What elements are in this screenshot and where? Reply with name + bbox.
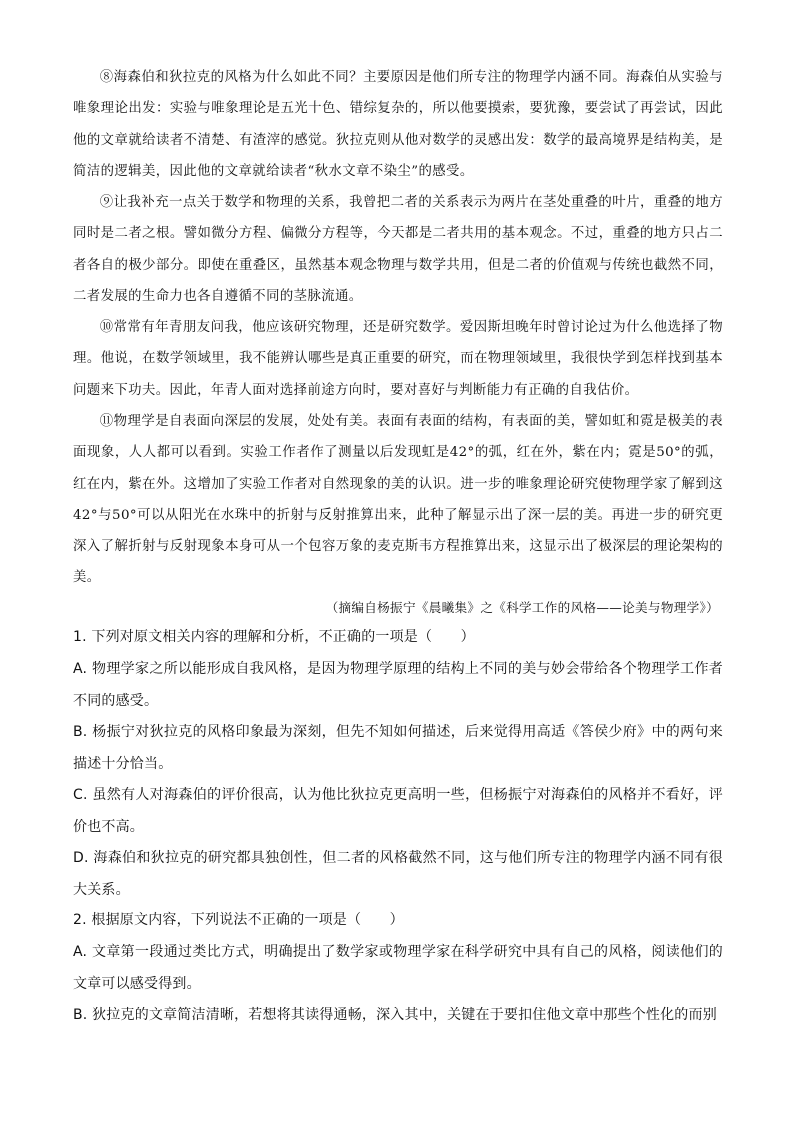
question-1-stem: 1. 下列对原文相关内容的理解和分析，不正确的一项是（ ）: [73, 629, 475, 645]
paragraph-11: ⑪物理学是自表面向深层的发展，处处有美。表面有表面的结构，有表面的美，譬如虹和霓是极美的表面现象，人人都可以看到。实验工作者作了测量以后发现虹是42°的弧，红在外，紫在内；霓是50°的弧，红在内，紫在外。这增加了实验工作者对自然现象的美的认识。进一步的唯象理论研究使物理学家了解到这42°与50°可以从阳光在水珠中的折射与反射推算出来，此种了解显示出了深一层的美。再进一步的研究更深入了解折射与反射现象本身可从一个包容万象的麦克斯韦方程推算出来，这显示出了极深层的理论架构的美。: [73, 414, 723, 586]
question-2-option-b: B. 狄拉克的文章简洁清晰，若想将其读得通畅，深入其中，关键在于要扣住他文章中那些个性化的而别: [73, 1007, 717, 1023]
paragraph-9: ⑨让我补充一点关于数学和物理的关系，我曾把二者的关系表示为两片在茎处重叠的叶片，重叠的地方同时是二者之根。譬如微分方程、偏微分方程等，今天都是二者共用的基本观念。不过，重叠的地方只占二者各自的极少部分。即使在重叠区，虽然基本观念物理与数学共用，但是二者的价值观与传统也截然不同，二者发展的生命力也各自遵循不同的茎脉流通。: [73, 195, 723, 304]
paragraph-8: ⑧海森伯和狄拉克的风格为什么如此不同？主要原因是他们所专注的物理学内涵不同。海森伯从实验与唯象理论出发：实验与唯象理论是五光十色、错综复杂的，所以他要摸索，要犹豫，要尝试了再尝试，因此他的文章就给读者不清楚、有渣滓的感觉。狄拉克则从他对数学的灵感出发：数学的最高境界是结构美，是简洁的逻辑美，因此他的文章就给读者“秋水文章不染尘”的感受。: [73, 70, 723, 179]
question-1-option-b: B. 杨振宁对狄拉克的风格印象最为深刻，但先不知如何描述，后来觉得用高适《答侯少府》中的两句来描述十分恰当。: [73, 724, 723, 772]
question-1-option-d: D. 海森伯和狄拉克的研究都具独创性，但二者的风格截然不同，这与他们所专注的物理学内涵不同有很大关系。: [73, 850, 723, 898]
question-1-option-c: C. 虽然有人对海森伯的评价很高，认为他比狄拉克更高明一些，但杨振宁对海森伯的风格并不看好，评价也不高。: [73, 787, 723, 835]
paragraph-10: ⑩常常有年青朋友问我，他应该研究物理，还是研究数学。爱因斯坦晚年时曾讨论过为什么他选择了物理。他说，在数学领域里，我不能辨认哪些是真正重要的研究，而在物理领域里，我很快学到怎样找到基本问题来下功夫。因此，年青人面对选择前途方向时，要对喜好与判断能力有正确的自我估价。: [73, 320, 723, 398]
question-2-option-a: A. 文章第一段通过类比方式，明确提出了数学家或物理学家在科学研究中具有自己的风格，阅读他们的文章可以感受得到。: [73, 944, 723, 992]
question-2-stem: 2. 根据原文内容，下列说法不正确的一项是（ ）: [73, 912, 404, 928]
source-citation: （摘编自杨振宁《晨曦集》之《科学工作的风格——论美与物理学》）: [325, 600, 719, 615]
question-1-option-a: A. 物理学家之所以能形成自我风格，是因为物理学原理的结构上不同的美与妙会带给各个物理学工作者不同的感受。: [73, 661, 723, 709]
